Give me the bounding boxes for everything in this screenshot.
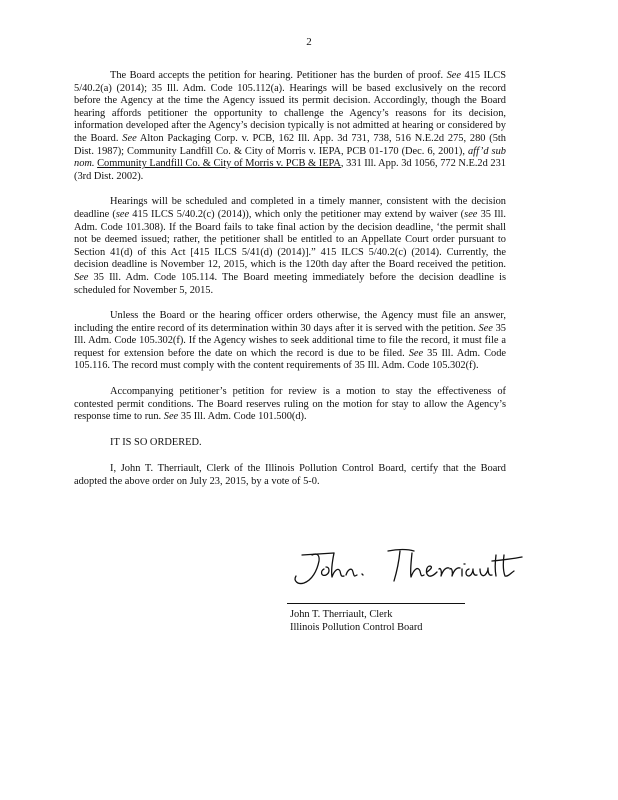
- paragraph-burden-of-proof: The Board accepts the petition for hearing. Petitioner has the burden of proof. See 415 ILCS 5/40.2(a) (2014); 35 Ill. Adm. Code 105.112(a). Hearings will be based exclusively on the record before the Agency at the time the Agency issued its permit decision. Accordingly, though the Board hearing affords petitioner the opportunity to challenge the Agency’s reasons for its decision, information developed after the Agency’s decision typically is not admitted at hearing or considered by the Board. See Alton Packaging Corp. v. PCB, 162 Ill. App. 3d 731, 738, 516 N.E.2d 275, 280 (5th Dist. 1987); Community Landfill Co. & City of Morris v. IEPA, PCB 01-170 (Dec. 6, 2001), aff’d sub nom. Community Landfill Co. & City of Morris v. PCB & IEPA, 331 Ill. App. 3d 1056, 772 N.E.2d 231 (3rd Dist. 2002).: [74, 70, 507, 182]
- paragraph-answer-record: Unless the Board or the hearing officer orders otherwise, the Agency must file an answer, including the entire record of its determination within 30 days after it is served with the petition. See 35 Ill. Adm. Code 105.302(f). If the Agency wishes to seek additional time to file the record, it must file a request for extension before the date on which the record is due to be filed. See 35 Ill. Adm. Code 105.116. The record must comply with the content requirements of 35 Ill. Adm. Code 105.302(f).: [74, 310, 506, 372]
- board-name: Illinois Pollution Control Board: [290, 622, 423, 633]
- paragraph-motion-to-stay: Accompanying petitioner’s petition for review is a motion to stay the effectiveness of contested permit conditions. The Board reserves ruling on the motion for stay to allow the Agency’s response time to run. See 35 Ill. Adm. Code 101.500(d).: [74, 386, 506, 423]
- signature-block: [290, 608, 423, 634]
- paragraph-hearings: Hearings will be scheduled and completed in a timely manner, consistent with the decision deadline (see 415 ILCS 5/40.2(c) (2014)), which only the petitioner may extend by waiver (see 35 Ill. Adm. Code 101.308). If the Board fails to take final action by the decision deadline, ‘the permit shall not be deemed issued; rather, the petitioner shall be entitled to an Appellate Court order pursuant to Section 41(d) of this Act [415 ILCS 5/41(d) (2014)].” 415 ILCS 5/40.2(c) (2014). Currently, the decision deadline is November 12, 2015, which is the 120th day after the Board received the petition. See 35 Ill. Adm. Code 105.114. The Board meeting immediately before the decision deadline is scheduled for November 5, 2015.: [74, 196, 507, 296]
- signature-line: [287, 603, 465, 604]
- page-number: 2: [306, 36, 312, 48]
- it-is-so-ordered: IT IS SO ORDERED.: [110, 436, 202, 448]
- handwritten-signature: [290, 545, 530, 591]
- order-body: [74, 70, 506, 489]
- clerk-name: John T. Therriault, Clerk: [290, 609, 393, 620]
- clerk-certification: I, John T. Therriault, Clerk of the Illinois Pollution Control Board, certify that the Board adopted the above order on July 23, 2015, by a vote of 5-0.: [74, 463, 506, 488]
